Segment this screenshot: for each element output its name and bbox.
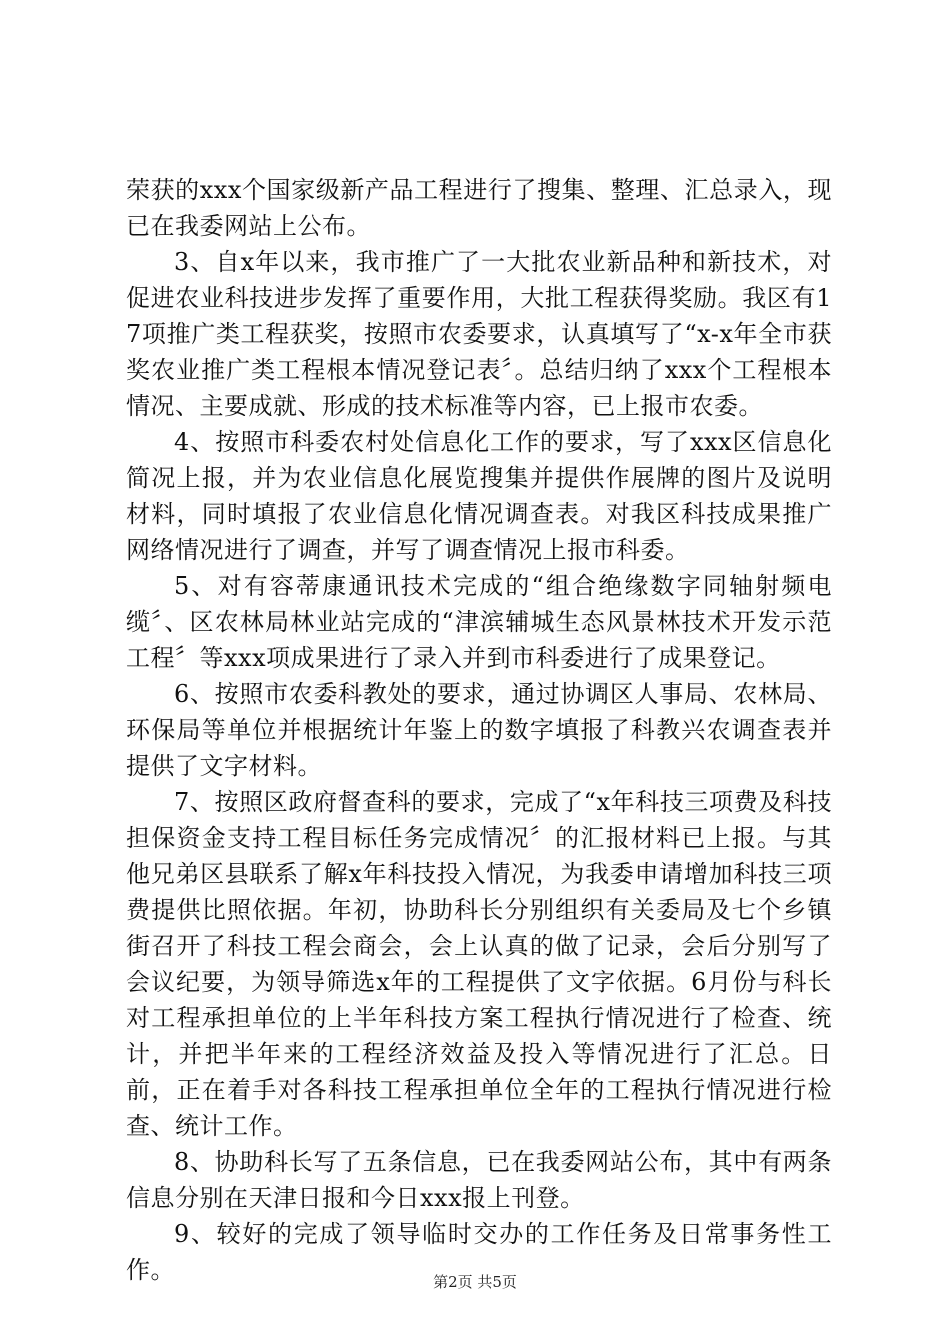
paragraph-item-9: 9、较好的完成了领导临时交办的工作任务及日常事务性工作。 xyxy=(126,1220,832,1284)
paragraph-item-8: 8、协助科长写了五条信息，已在我委网站公布，其中有两条信息分别在天津日报和今日xxx报上刊登。 xyxy=(126,1148,832,1212)
page-number-label: 第2页 共5页 xyxy=(433,1273,517,1291)
paragraph-item-3: 3、自x年以来，我市推广了一大批农业新品种和新技术，对促进农业科技进步发挥了重要作用，大批工程获得奖励。我区有17项推广类工程获奖，按照市农委要求，认真填写了“x-x年全市获奖农业推广类工程根本情况登记表〞。总结归纳了xxx个工程根本情况、主要成就、形成的技术标准等内容，已上报市农委。 xyxy=(126,248,832,420)
page-footer xyxy=(0,1272,950,1292)
paragraph-item-6: 6、按照市农委科教处的要求，通过协调区人事局、农林局、环保局等单位并根据统计年鉴上的数字填报了科教兴农调查表并提供了文字材料。 xyxy=(126,680,832,780)
paragraph-item-5: 5、对有容蒂康通讯技术完成的“组合绝缘数字同轴射频电缆〞、区农林局林业站完成的“津滨辅城生态风景林技术开发示范工程〞等xxx项成果进行了录入并到市科委进行了成果登记。 xyxy=(126,572,832,672)
paragraph-continuation: 荣获的xxx个国家级新产品工程进行了搜集、整理、汇总录入，现已在我委网站上公布。 xyxy=(126,176,832,240)
paragraph-item-7: 7、按照区政府督查科的要求，完成了“x年科技三项费及科技担保资金支持工程目标任务完成情况〞的汇报材料已上报。与其他兄弟区县联系了解x年科技投入情况，为我委申请增加科技三项费提供比照依据。年初，协助科长分别组织有关委局及七个乡镇街召开了科技工程会商会，会上认真的做了记录，会后分别写了会议纪要，为领导筛选x年的工程提供了文字依据。6月份与科长对工程承担单位的上半年科技方案工程执行情况进行了检查、统计，并把半年来的工程经济效益及投入等情况进行了汇总。日前，正在着手对各科技工程承担单位全年的工程执行情况进行检查、统计工作。 xyxy=(126,788,832,1140)
document-body xyxy=(126,172,832,1288)
paragraph-item-4: 4、按照市科委农村处信息化工作的要求，写了xxx区信息化简况上报，并为农业信息化展览搜集并提供作展牌的图片及说明材料，同时填报了农业信息化情况调查表。对我区科技成果推广网络情况进行了调查，并写了调查情况上报市科委。 xyxy=(126,428,832,564)
